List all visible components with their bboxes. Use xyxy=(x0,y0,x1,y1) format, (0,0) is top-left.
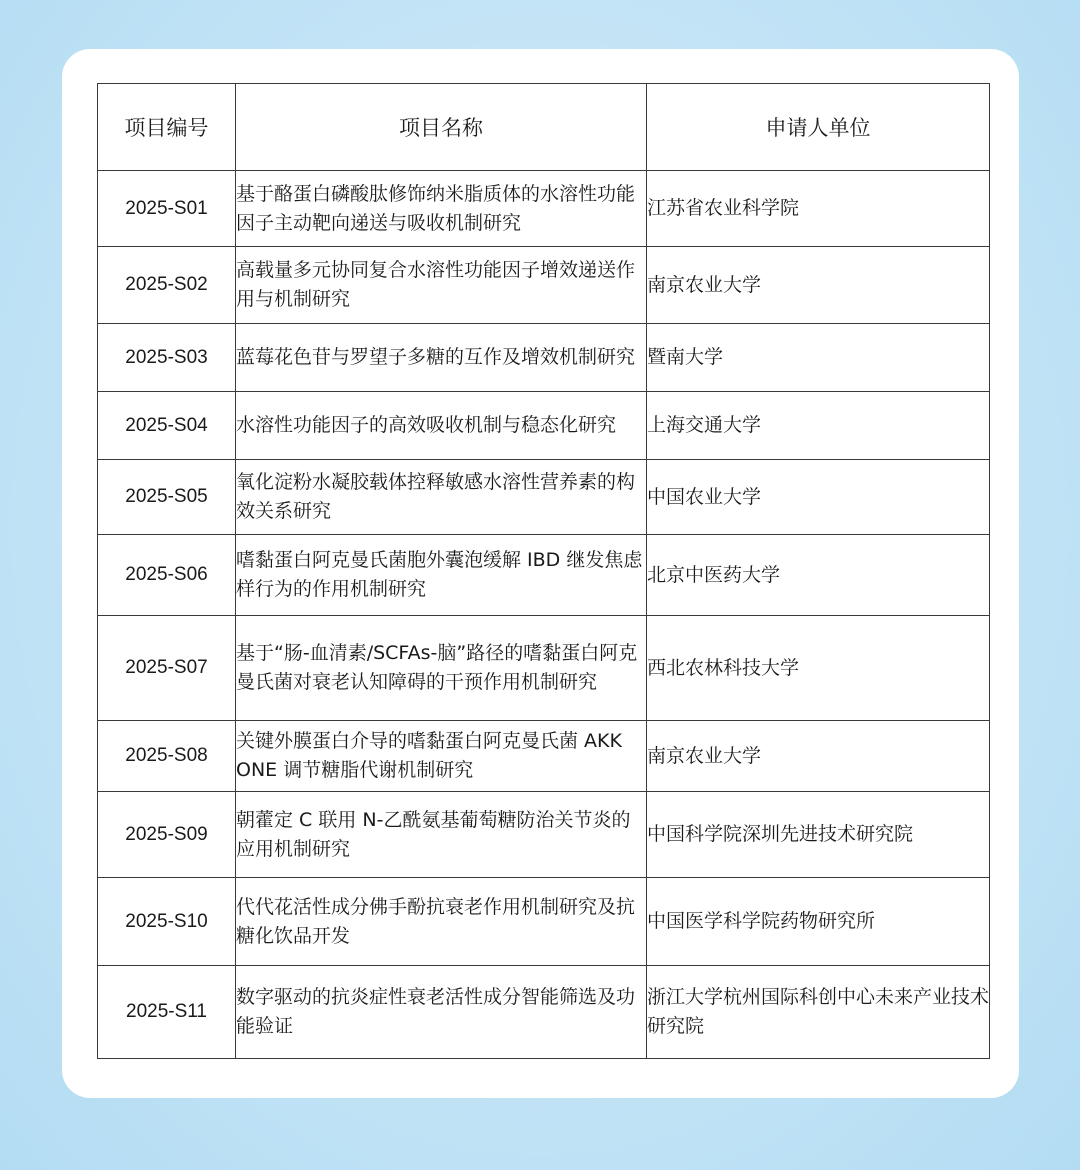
table-row xyxy=(98,535,990,616)
project-name: 基于“肠-血清素/SCFAs-脑”路径的嗜黏蛋白阿克曼氏菌对衰老认知障碍的干预作用机制研究 xyxy=(236,616,647,721)
table-row xyxy=(98,878,990,966)
project-name: 氧化淀粉水凝胶载体控释敏感水溶性营养素的构效关系研究 xyxy=(236,460,647,535)
project-name: 关键外膜蛋白介导的嗜黏蛋白阿克曼氏菌 AKK ONE 调节糖脂代谢机制研究 xyxy=(236,721,647,792)
project-code: 2025-S01 xyxy=(98,171,236,247)
applicant-unit: 江苏省农业科学院 xyxy=(647,171,990,247)
applicant-unit: 中国科学院深圳先进技术研究院 xyxy=(647,792,990,878)
project-name: 代代花活性成分佛手酚抗衰老作用机制研究及抗糖化饮品开发 xyxy=(236,878,647,966)
project-name: 高载量多元协同复合水溶性功能因子增效递送作用与机制研究 xyxy=(236,247,647,324)
project-code: 2025-S10 xyxy=(98,878,236,966)
header-applicant-unit: 申请人单位 xyxy=(647,84,990,171)
project-name: 嗜黏蛋白阿克曼氏菌胞外囊泡缓解 IBD 继发焦虑样行为的作用机制研究 xyxy=(236,535,647,616)
table-row xyxy=(98,721,990,792)
project-name: 朝藿定 C 联用 N-乙酰氨基葡萄糖防治关节炎的应用机制研究 xyxy=(236,792,647,878)
project-name: 数字驱动的抗炎症性衰老活性成分智能筛选及功能验证 xyxy=(236,966,647,1059)
header-project-name: 项目名称 xyxy=(236,84,647,171)
table-row xyxy=(98,792,990,878)
project-code: 2025-S11 xyxy=(98,966,236,1059)
applicant-unit: 南京农业大学 xyxy=(647,721,990,792)
project-table xyxy=(97,83,990,1059)
table-row xyxy=(98,171,990,247)
project-code: 2025-S05 xyxy=(98,460,236,535)
applicant-unit: 南京农业大学 xyxy=(647,247,990,324)
applicant-unit: 北京中医药大学 xyxy=(647,535,990,616)
table-row xyxy=(98,616,990,721)
header-project-code: 项目编号 xyxy=(98,84,236,171)
project-code: 2025-S08 xyxy=(98,721,236,792)
project-name: 水溶性功能因子的高效吸收机制与稳态化研究 xyxy=(236,392,647,460)
table-row xyxy=(98,966,990,1059)
applicant-unit: 浙江大学杭州国际科创中心未来产业技术研究院 xyxy=(647,966,990,1059)
project-code: 2025-S06 xyxy=(98,535,236,616)
applicant-unit: 上海交通大学 xyxy=(647,392,990,460)
applicant-unit: 西北农林科技大学 xyxy=(647,616,990,721)
applicant-unit: 中国医学科学院药物研究所 xyxy=(647,878,990,966)
table-row xyxy=(98,392,990,460)
project-name: 蓝莓花色苷与罗望子多糖的互作及增效机制研究 xyxy=(236,324,647,392)
table-row xyxy=(98,247,990,324)
table-row xyxy=(98,460,990,535)
table-header-row xyxy=(98,84,990,171)
project-code: 2025-S04 xyxy=(98,392,236,460)
project-name: 基于酪蛋白磷酸肽修饰纳米脂质体的水溶性功能因子主动靶向递送与吸收机制研究 xyxy=(236,171,647,247)
applicant-unit: 中国农业大学 xyxy=(647,460,990,535)
table-row xyxy=(98,324,990,392)
project-code: 2025-S07 xyxy=(98,616,236,721)
applicant-unit: 暨南大学 xyxy=(647,324,990,392)
project-code: 2025-S03 xyxy=(98,324,236,392)
project-code: 2025-S09 xyxy=(98,792,236,878)
project-code: 2025-S02 xyxy=(98,247,236,324)
